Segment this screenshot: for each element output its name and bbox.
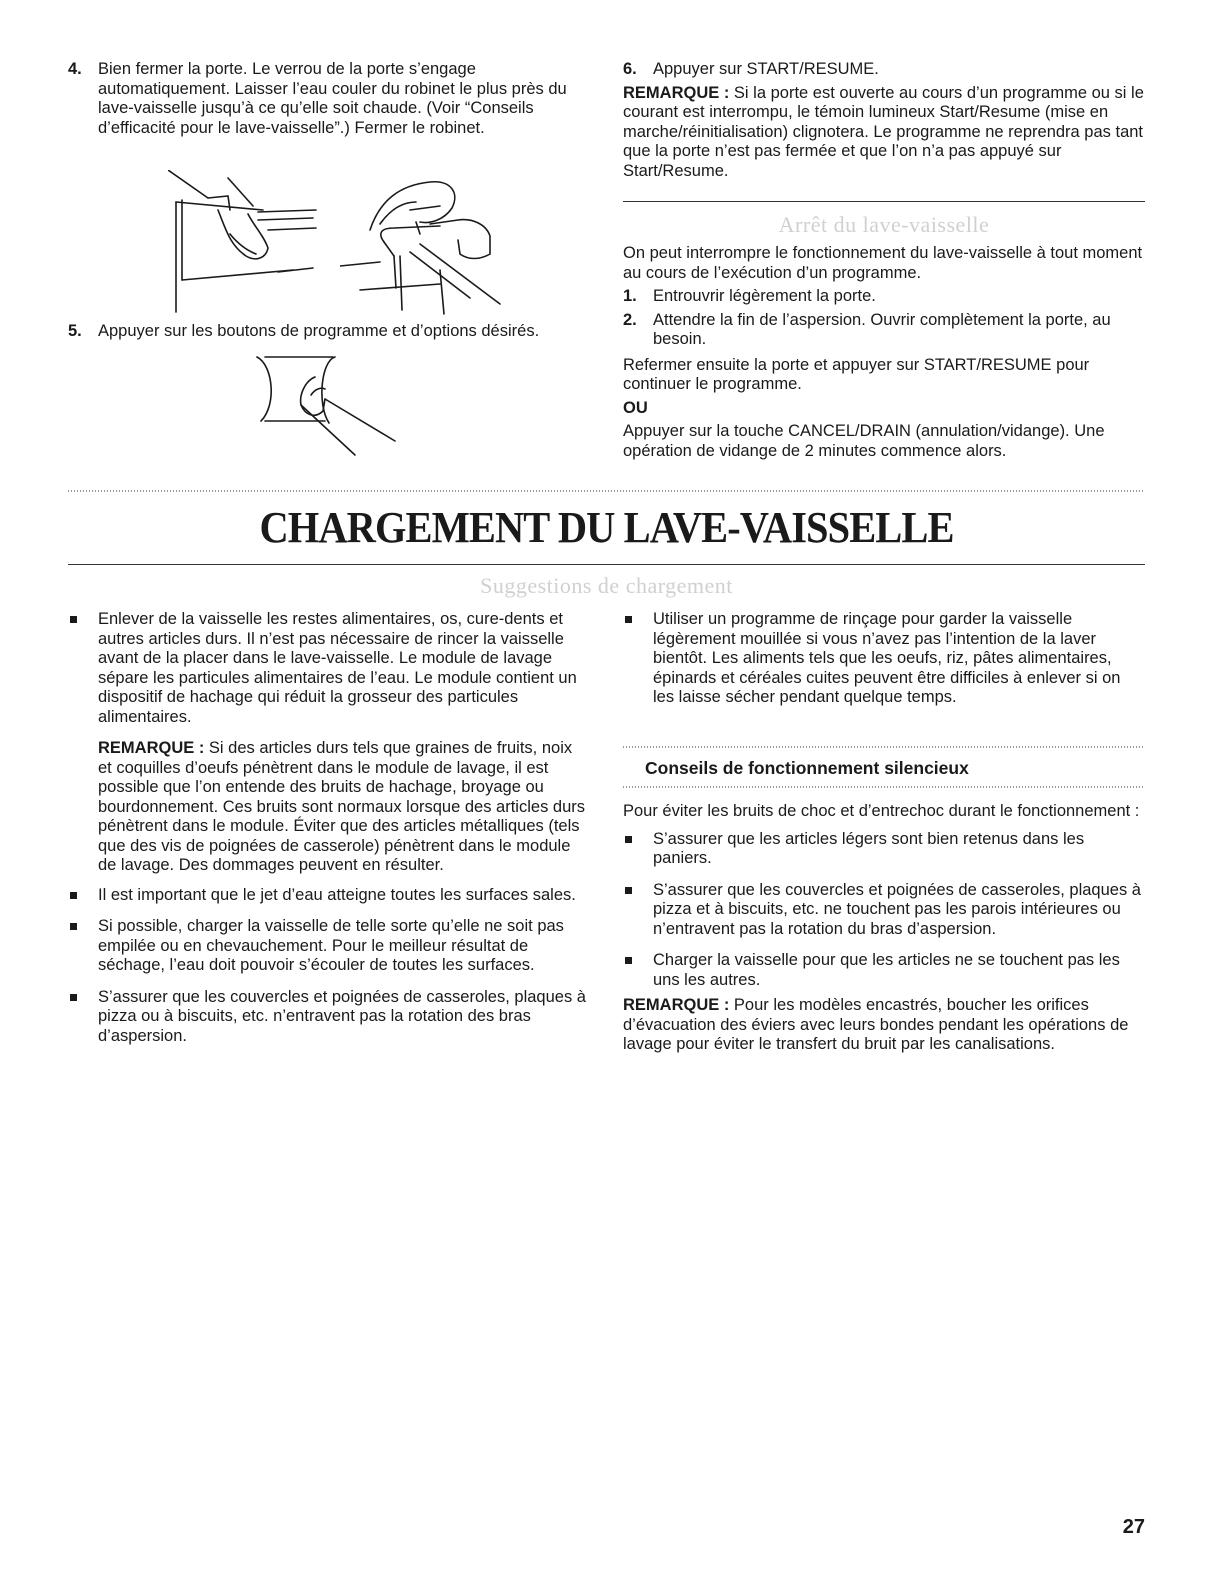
stop-section <box>623 212 1145 461</box>
list-item <box>68 886 588 906</box>
bullet-text: S’assurer que les couvercles et poignées de casseroles, plaques à pizza ou à biscuits, etc. n’entravent pas la rotation des bras d’aspersion. <box>98 987 586 1045</box>
bullet-icon <box>625 887 632 894</box>
step-number: 1. <box>623 287 637 305</box>
note-text: Pour les modèles encastrés, boucher les orifices d’évacuation des éviers avec leurs bondes pendant les opérations de lavage pour éviter le transfert du bruit par les canalisations. <box>623 996 1129 1053</box>
bullet-icon <box>70 892 77 899</box>
list-item <box>623 951 1145 990</box>
step-number: 4. <box>68 60 82 78</box>
section-divider <box>623 201 1145 202</box>
quiet-intro: Pour éviter les bruits de choc et d’entrechoc durant le fonctionnement : <box>623 802 1140 820</box>
quiet-top-rule <box>623 746 1145 748</box>
title-bottom-rule <box>68 564 1145 565</box>
bullet-icon <box>70 616 77 623</box>
bullet-text: Charger la vaisselle pour que les articles ne se touchent pas les uns les autres. <box>653 951 1120 989</box>
quiet-section <box>623 802 1145 1063</box>
bullet-text: S’assurer que les articles légers sont bien retenus dans les paniers. <box>653 829 1085 867</box>
step-6 <box>623 60 1145 80</box>
step-text: Entrouvrir légèrement la porte. <box>653 287 876 305</box>
step-number: 6. <box>623 60 637 78</box>
main-title: CHARGEMENT DU LAVE-VAISSELLE <box>259 503 954 552</box>
quiet-header <box>623 758 1145 779</box>
list-item <box>68 988 588 1047</box>
stop-intro: On peut interrompre le fonctionnement du lave-vaisselle à tout moment au cours de l’exécution d’un programme. <box>623 244 1143 282</box>
suggestions-title: Suggestions de chargement <box>480 573 733 598</box>
note-label: REMARQUE : <box>98 739 205 757</box>
bullet-icon <box>625 957 632 964</box>
hard-items-note <box>68 739 588 876</box>
note-text: Si la porte est ouverte au cours d’un programme ou si le courant est interrompu, le témoin lumineux Start/Resume (mise en marche/réinitialisation) clignotera. Le programme ne reprendra pas tant que la porte n’est pas fermée et que l’on n’a pas appuyé sur Start/Resume. <box>623 83 1144 180</box>
bullet-text: Il est important que le jet d’eau atteigne toutes les surfaces sales. <box>98 885 576 904</box>
step-5 <box>68 322 588 342</box>
step-text: Attendre la fin de l’aspersion. Ouvrir complètement la porte, au besoin. <box>653 310 1111 348</box>
bottom-right-column <box>623 610 1145 720</box>
faucet-illustration <box>340 180 505 315</box>
step-4 <box>68 60 588 138</box>
note-text: Si des articles durs tels que graines de fruits, noix et coquilles d’oeufs pénètrent dans le module de lavage, il est possible que l’on entende des bruits de hachage, broyage ou bourdonnement. Ces bruits sont normaux lorsque des articles durs pénètrent dans le module. Éviter que des articles métalliques (tels que des vis de poignées de casserole) pénètrent dans le module de lavage. Des dommages peuvent en résulter. <box>98 739 585 874</box>
refermer-text: Refermer ensuite la porte et appuyer sur START/RESUME pour continuer le programme. <box>623 355 1090 393</box>
bullet-icon <box>70 923 77 930</box>
quiet-section-title: Conseils de fonctionnement silencieux <box>645 758 969 778</box>
list-item <box>623 610 1145 708</box>
list-item <box>68 610 588 727</box>
built-in-note <box>623 996 1145 1055</box>
page-number: 27 <box>1122 1516 1145 1538</box>
list-item <box>623 881 1145 940</box>
bullet-text: S’assurer que les couvercles et poignées de casseroles, plaques à pizza et à biscuits, etc. ne touchent pas les parois intérieures ou n’entravent pas la rotation du bras d’aspersion. <box>653 880 1141 938</box>
bullet-text: Utiliser un programme de rinçage pour garder la vaisselle légèrement mouillée si vous n’avez pas l’intention de la laver bientôt. Les aliments tels que les oeufs, riz, pâtes alimentaires, épinards et céréales cuites peuvent être difficiles à enlever si on les laisse sécher pendant quelque temps. <box>653 610 1121 706</box>
stop-step-2 <box>623 311 1145 350</box>
button-press-illustration <box>255 355 405 465</box>
note-label: REMARQUE : <box>623 996 730 1014</box>
or-label: OU <box>623 398 648 417</box>
bottom-left-column <box>68 610 588 1058</box>
bullet-text: Enlever de la vaisselle les restes alimentaires, os, cure-dents et autres articles durs. Il n’est pas nécessaire de rincer la vaisselle avant de la placer dans le lave-vaisselle. Le module de lavage sépare les particules alimentaires de l’eau. Le module contient un dispositif de hachage qui réduit la grosseur des particules alimentaires. <box>98 610 577 726</box>
quiet-bottom-rule <box>623 786 1145 788</box>
door-closing-illustration <box>168 170 318 315</box>
step-5-block <box>68 322 588 352</box>
bullet-icon <box>625 616 632 623</box>
step-text: Appuyer sur START/RESUME. <box>653 60 879 78</box>
cancel-text: Appuyer sur la touche CANCEL/DRAIN (annulation/vidange). Une opération de vidange de 2 minutes commence alors. <box>623 422 1105 460</box>
bullet-text: Si possible, charger la vaisselle de telle sorte qu’elle ne soit pas empilée ou en chevauchement. Pour le meilleur résultat de séchage, l’eau doit pouvoir s’écouler de toutes les surfaces. <box>98 917 564 974</box>
restart-note <box>623 84 1145 182</box>
stop-step-1 <box>623 287 1145 307</box>
bullet-icon <box>70 994 77 1001</box>
list-item <box>623 830 1145 869</box>
title-top-rule <box>68 490 1145 492</box>
list-item <box>68 917 588 976</box>
stop-section-title: Arrêt du lave-vaisselle <box>778 212 990 237</box>
step-text: Appuyer sur les boutons de programme et d’options désirés. <box>98 322 540 340</box>
top-left-column <box>68 60 588 148</box>
step-number: 2. <box>623 310 637 329</box>
bullet-icon <box>625 836 632 843</box>
note-label: REMARQUE : <box>623 83 730 102</box>
step-number: 5. <box>68 322 82 340</box>
top-right-column <box>623 60 1145 189</box>
step-text: Bien fermer la porte. Le verrou de la porte s’engage automatiquement. Laisser l’eau couler du robinet le plus près du lave-vaisselle jusqu’à ce qu’elle soit chaude. (Voir “Conseils d’efficacité pour le lave-vaisselle”.) Fermer le robinet. <box>98 60 567 137</box>
